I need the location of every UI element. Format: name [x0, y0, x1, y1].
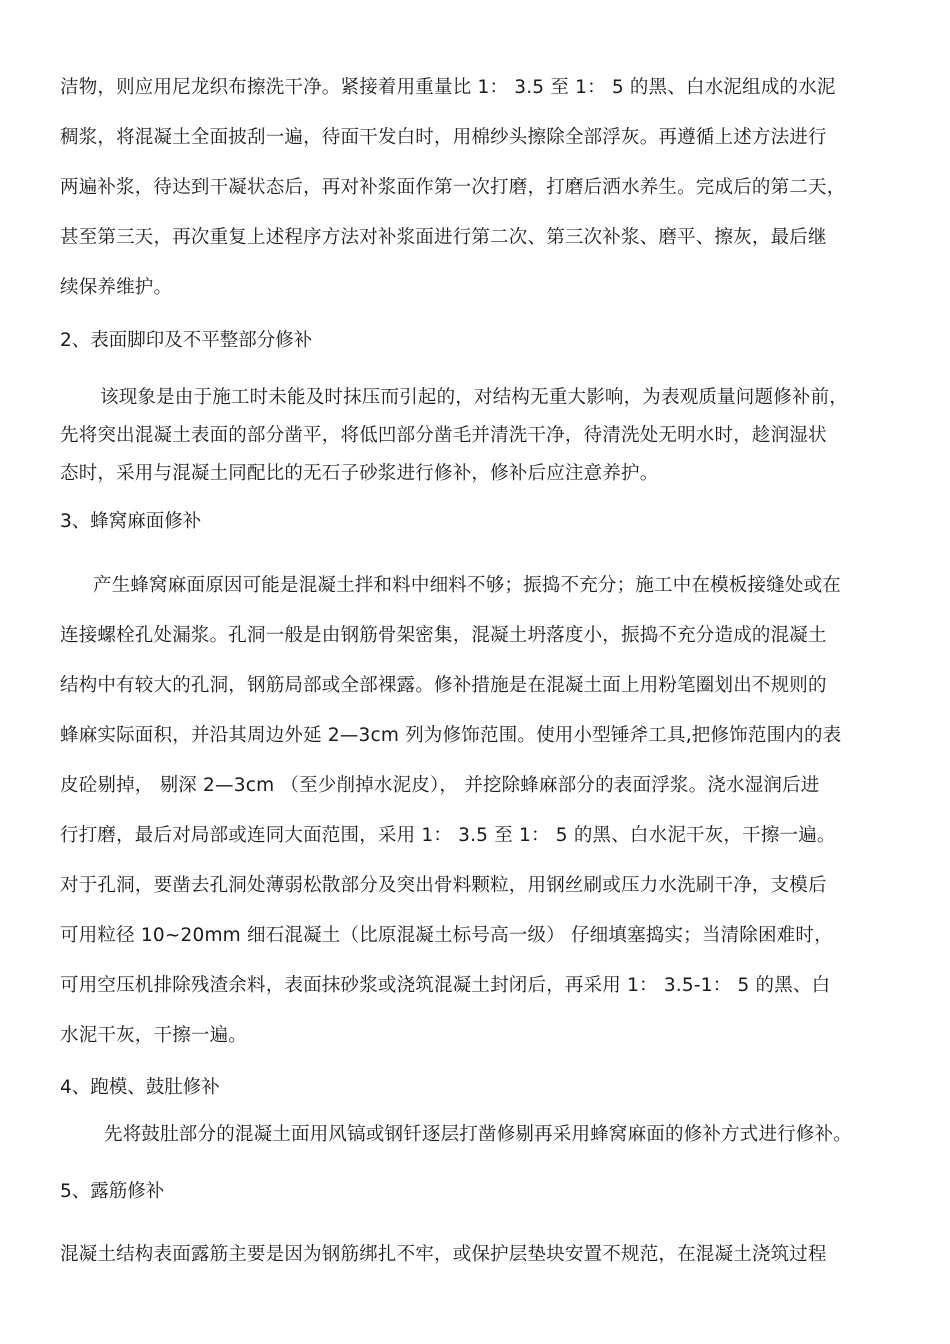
paragraph-line: 产生蜂窝麻面原因可能是混凝土拌和料中细料不够；振捣不充分；施工中在模板接缝处或在 — [93, 575, 842, 596]
paragraph-line: 对于孔洞，要凿去孔洞处薄弱松散部分及突出骨料颗粒，用钢丝刷或压力水洗刷干净，支模后 — [60, 875, 827, 896]
paragraph-line: 皮砼剔掉， 剔深 2—3cm （至少削掉水泥皮）， 并挖除蜂麻部分的表面浮浆。浇水湿润后进 — [60, 775, 820, 796]
paragraph-line: 先将突出混凝土表面的部分凿平，将低凹部分凿毛并清洗干净，待清洗处无明水时，趁润湿状 — [60, 425, 827, 446]
section-heading-5: 5、露筋修补 — [60, 1181, 165, 1202]
paragraph-line: 两遍补浆，待达到干凝状态后，再对补浆面作第一次打磨，打磨后洒水养生。完成后的第二天， — [60, 177, 846, 198]
paragraph-line: 行打磨，最后对局部或连同大面范围，采用 1： 3.5 至 1： 5 的黑、白水泥干灰，干擦一遍。 — [60, 825, 836, 846]
paragraph-line: 混凝土结构表面露筋主要是因为钢筋绑扎不牢，或保护层垫块安置不规范，在混凝土浇筑过程 — [60, 1244, 827, 1265]
paragraph-line: 态时，采用与混凝土同配比的无石子砂浆进行修补，修补后应注意养护。 — [60, 463, 659, 484]
section-heading-3: 3、蜂窝麻面修补 — [60, 511, 202, 532]
paragraph-line: 连接螺栓孔处漏浆。孔洞一般是由钢筋骨架密集，混凝土坍落度小，振捣不充分造成的混凝土 — [60, 625, 827, 646]
section-heading-4: 4、跑模、鼓肚修补 — [60, 1077, 220, 1098]
paragraph-line: 该现象是由于施工时未能及时抹压而引起的，对结构无重大影响，为表观质量问题修补前， — [100, 387, 849, 408]
paragraph-line: 先将鼓肚部分的混凝土面用风镐或钢钎逐层打凿修剔再采用蜂窝麻面的修补方式进行修补。 — [104, 1124, 853, 1145]
paragraph-line: 续保养维护。 — [60, 277, 173, 298]
paragraph-line: 可用粒径 10~20mm 细石混凝土（比原混凝土标号高一级） 仔细填塞捣实；当清除困难时， — [60, 925, 833, 946]
paragraph-line: 水泥干灰，干擦一遍。 — [60, 1025, 248, 1046]
paragraph-line: 甚至第三天，再次重复上述程序方法对补浆面进行第二次、第三次补浆、磨平、擦灰，最后继 — [60, 227, 827, 248]
paragraph-line: 蜂麻实际面积，并沿其周边外延 2—3cm 列为修饰范围。使用小型锤斧工具,把修饰范围内的表 — [60, 725, 842, 746]
paragraph-line: 稠浆，将混凝土全面披刮一遍，待面干发白时，用棉纱头擦除全部浮灰。再遵循上述方法进行 — [60, 127, 827, 148]
paragraph-line: 洁物，则应用尼龙织布擦洗干净。紧接着用重量比 1： 3.5 至 1： 5 的黑、白水泥组成的水泥 — [60, 77, 836, 98]
paragraph-line: 结构中有较大的孔洞，钢筋局部或全部裸露。修补措施是在混凝土面上用粉笔圈划出不规则的 — [60, 675, 827, 696]
section-heading-2: 2、表面脚印及不平整部分修补 — [60, 330, 313, 351]
paragraph-line: 可用空压机排除残渣余料，表面抹砂浆或浇筑混凝土封闭后，再采用 1： 3.5-1： 5 的黑、白 — [60, 975, 831, 996]
